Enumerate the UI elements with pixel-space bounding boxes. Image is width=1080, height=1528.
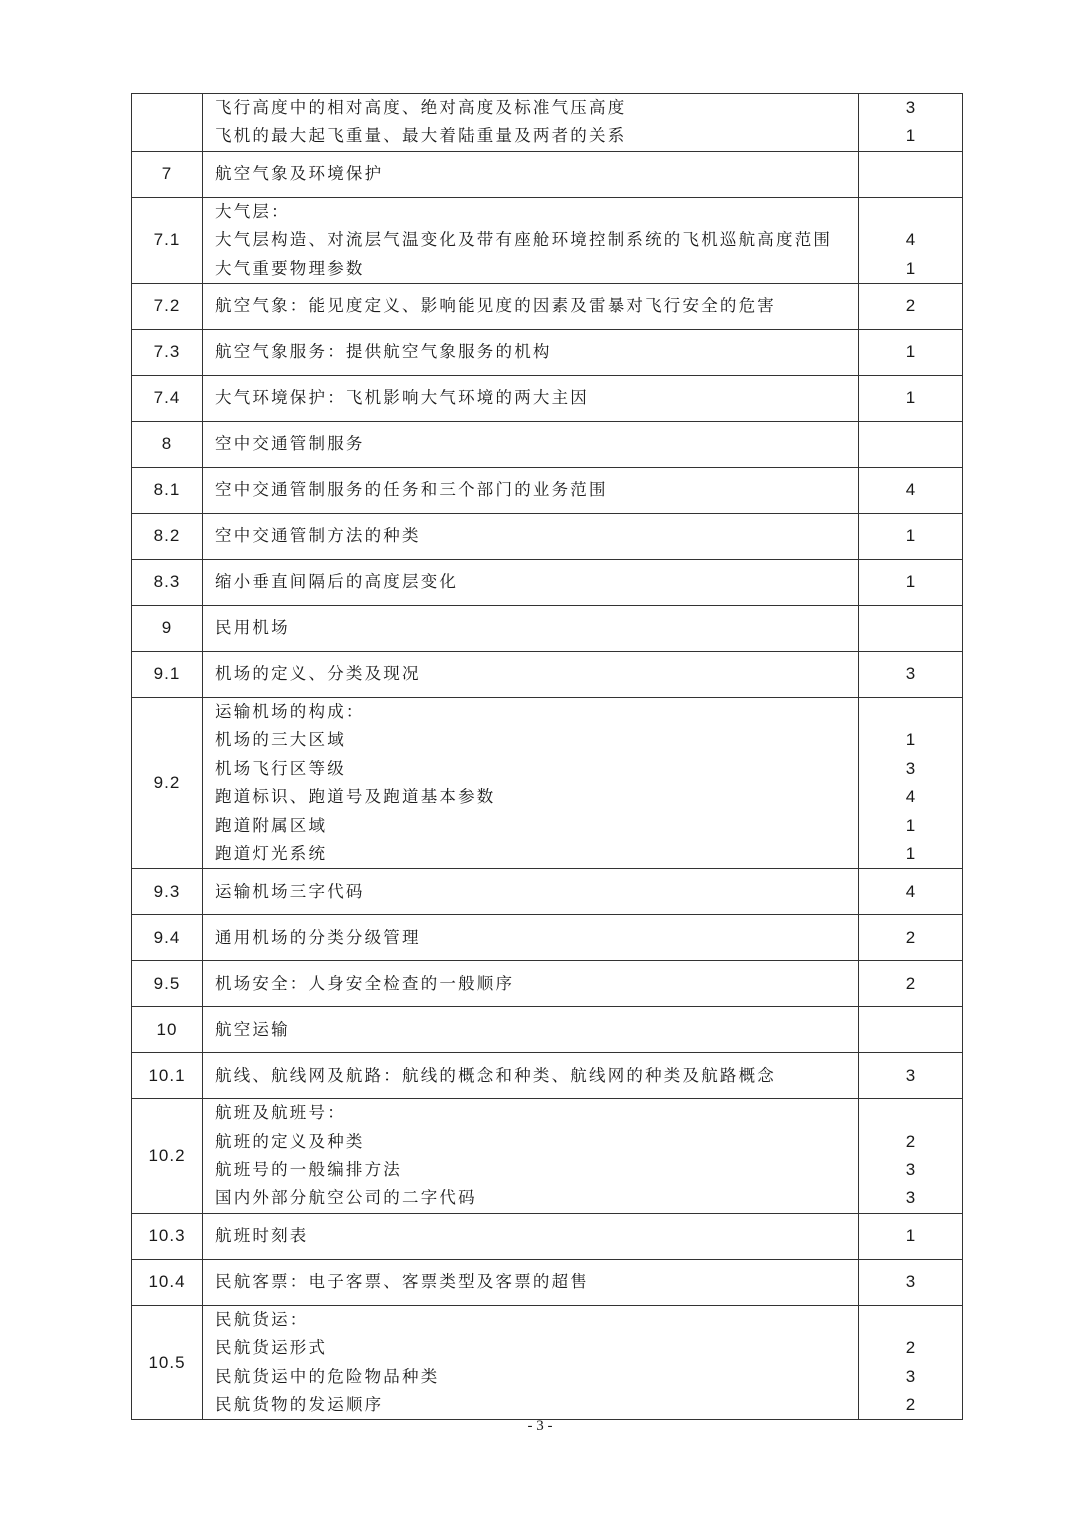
section-number: 10.4 xyxy=(132,1259,203,1305)
level-cell xyxy=(859,559,963,605)
topic-line: 机场的三大区域 xyxy=(215,730,346,750)
level-value xyxy=(859,430,962,458)
level-cell xyxy=(859,513,963,559)
topic-line: 航班时刻表 xyxy=(215,1226,309,1246)
section-number: 7.2 xyxy=(132,283,203,329)
section-number: 9.4 xyxy=(132,915,203,961)
topic-line: 民航货运形式 xyxy=(215,1338,328,1358)
level-value: 1 xyxy=(905,126,916,146)
section-number: 9.2 xyxy=(132,697,203,868)
level-value: 1 xyxy=(905,1226,916,1246)
level-value: 1 xyxy=(905,258,916,278)
topic-line: 运输机场的构成： xyxy=(215,701,365,721)
table-row xyxy=(132,697,963,868)
topic-line: 大气层： xyxy=(215,201,290,221)
topic-line: 民用机场 xyxy=(215,618,290,638)
table-row xyxy=(132,329,963,375)
level-value xyxy=(859,198,962,226)
topic-cell xyxy=(203,1007,859,1053)
topic-line: 民航货物的发运顺序 xyxy=(215,1395,384,1415)
topic-cell xyxy=(203,94,859,152)
table-row xyxy=(132,197,963,283)
topic-line: 航空气象及环境保护 xyxy=(215,164,384,184)
topic-line: 机场飞行区等级 xyxy=(215,758,346,778)
level-value: 2 xyxy=(905,927,916,947)
level-cell xyxy=(859,1259,963,1305)
level-cell xyxy=(859,94,963,152)
topic-line: 大气环境保护：飞机影响大气环境的两大主因 xyxy=(215,388,589,408)
topic-line: 航线、航线网及航路：航线的概念和种类、航线网的种类及航路概念 xyxy=(215,1065,776,1085)
topic-cell xyxy=(203,697,859,868)
level-value: 1 xyxy=(905,342,916,362)
level-value: 4 xyxy=(905,230,916,250)
table-row xyxy=(132,559,963,605)
level-value: 3 xyxy=(905,1160,916,1180)
topic-cell xyxy=(203,1099,859,1214)
level-value: 2 xyxy=(905,1338,916,1358)
table-row xyxy=(132,1099,963,1214)
level-cell xyxy=(859,1213,963,1259)
topic-cell xyxy=(203,375,859,421)
topic-cell xyxy=(203,869,859,915)
section-number: 9.5 xyxy=(132,961,203,1007)
topic-line: 运输机场三字代码 xyxy=(215,881,365,901)
topic-cell xyxy=(203,605,859,651)
topic-cell xyxy=(203,1305,859,1420)
level-value: 1 xyxy=(905,572,916,592)
level-value xyxy=(859,160,962,188)
topic-cell xyxy=(203,1259,859,1305)
topic-line: 飞行高度中的相对高度、绝对高度及标准气压高度 xyxy=(215,98,627,117)
topic-cell xyxy=(203,513,859,559)
level-value: 3 xyxy=(905,1366,916,1386)
level-cell xyxy=(859,151,963,197)
topic-line: 航班及航班号： xyxy=(215,1103,346,1123)
level-value: 2 xyxy=(905,973,916,993)
topic-cell xyxy=(203,467,859,513)
table-row xyxy=(132,94,963,152)
table-row xyxy=(132,915,963,961)
topic-cell xyxy=(203,1213,859,1259)
level-value: 3 xyxy=(905,1272,916,1292)
level-cell xyxy=(859,697,963,868)
table-body xyxy=(132,94,963,1420)
section-number: 7.1 xyxy=(132,197,203,283)
topic-line: 通用机场的分类分级管理 xyxy=(215,927,421,947)
table-row xyxy=(132,421,963,467)
level-cell xyxy=(859,1099,963,1214)
level-value: 2 xyxy=(905,1131,916,1151)
table-row xyxy=(132,961,963,1007)
topic-line: 航班号的一般编排方法 xyxy=(215,1160,402,1180)
level-cell xyxy=(859,1053,963,1099)
level-value xyxy=(859,698,962,726)
level-value: 4 xyxy=(905,787,916,807)
level-value: 2 xyxy=(905,296,916,316)
level-value: 4 xyxy=(905,480,916,500)
topic-cell xyxy=(203,197,859,283)
level-cell xyxy=(859,651,963,697)
table-row xyxy=(132,869,963,915)
level-cell xyxy=(859,329,963,375)
section-number: 8 xyxy=(132,421,203,467)
topic-line: 民航货运中的危险物品种类 xyxy=(215,1366,440,1386)
topic-line: 民航客票：电子客票、客票类型及客票的超售 xyxy=(215,1272,589,1292)
level-value: 1 xyxy=(905,388,916,408)
level-cell xyxy=(859,467,963,513)
topic-line: 大气重要物理参数 xyxy=(215,258,365,278)
level-value xyxy=(859,614,962,642)
level-value: 1 xyxy=(905,730,916,750)
topic-line: 跑道附属区域 xyxy=(215,815,328,835)
level-cell xyxy=(859,961,963,1007)
section-number: 7.4 xyxy=(132,375,203,421)
level-value: 4 xyxy=(905,881,916,901)
table-row xyxy=(132,283,963,329)
table-row xyxy=(132,651,963,697)
topic-line: 机场的定义、分类及现况 xyxy=(215,664,421,684)
level-value: 2 xyxy=(905,1395,916,1415)
topic-line: 缩小垂直间隔后的高度层变化 xyxy=(215,572,459,592)
topic-line: 航空气象：能见度定义、影响能见度的因素及雷暴对飞行安全的危害 xyxy=(215,296,776,316)
level-cell xyxy=(859,915,963,961)
section-number: 8.2 xyxy=(132,513,203,559)
topic-cell xyxy=(203,559,859,605)
level-value xyxy=(859,1306,962,1334)
level-cell xyxy=(859,605,963,651)
level-value: 1 xyxy=(905,815,916,835)
section-number xyxy=(132,94,203,152)
level-value: 3 xyxy=(905,98,916,117)
topic-line: 民航货运： xyxy=(215,1309,309,1329)
level-value: 3 xyxy=(905,1065,916,1085)
level-cell xyxy=(859,869,963,915)
page-number: - 3 - xyxy=(527,1418,553,1434)
table-row xyxy=(132,1213,963,1259)
level-value xyxy=(859,1016,962,1044)
topic-line: 航空气象服务：提供航空气象服务的机构 xyxy=(215,342,552,362)
topic-cell xyxy=(203,1053,859,1099)
table-row xyxy=(132,375,963,421)
level-cell xyxy=(859,197,963,283)
topic-line: 跑道标识、跑道号及跑道基本参数 xyxy=(215,787,496,807)
level-value: 1 xyxy=(905,843,916,863)
section-number: 10.1 xyxy=(132,1053,203,1099)
section-number: 7 xyxy=(132,151,203,197)
level-cell xyxy=(859,283,963,329)
topic-line: 航空运输 xyxy=(215,1019,290,1039)
section-number: 8.1 xyxy=(132,467,203,513)
table-row xyxy=(132,605,963,651)
topic-line: 大气层构造、对流层气温变化及带有座舱环境控制系统的飞机巡航高度范围 xyxy=(215,230,833,250)
level-value xyxy=(859,1099,962,1127)
level-value: 3 xyxy=(905,1188,916,1208)
topic-cell xyxy=(203,283,859,329)
topic-line: 国内外部分航空公司的二字代码 xyxy=(215,1188,477,1208)
topic-line: 飞机的最大起飞重量、最大着陆重量及两者的关系 xyxy=(215,126,627,146)
topic-line: 跑道灯光系统 xyxy=(215,843,328,863)
topic-line: 机场安全：人身安全检查的一般顺序 xyxy=(215,973,515,993)
table-row xyxy=(132,1053,963,1099)
section-number: 9.1 xyxy=(132,651,203,697)
topic-cell xyxy=(203,961,859,1007)
level-value: 3 xyxy=(905,758,916,778)
section-number: 9 xyxy=(132,605,203,651)
content-table xyxy=(131,93,963,1420)
section-number: 10 xyxy=(132,1007,203,1053)
topic-line: 空中交通管制服务的任务和三个部门的业务范围 xyxy=(215,480,608,500)
topic-cell xyxy=(203,151,859,197)
topic-cell xyxy=(203,329,859,375)
section-number: 9.3 xyxy=(132,869,203,915)
level-cell xyxy=(859,1305,963,1420)
topic-line: 空中交通管制方法的种类 xyxy=(215,526,421,546)
topic-cell xyxy=(203,651,859,697)
section-number: 10.2 xyxy=(132,1099,203,1214)
level-value: 1 xyxy=(905,526,916,546)
level-cell xyxy=(859,421,963,467)
level-cell xyxy=(859,375,963,421)
table-row xyxy=(132,467,963,513)
table-row xyxy=(132,151,963,197)
section-number: 8.3 xyxy=(132,559,203,605)
section-number: 10.5 xyxy=(132,1305,203,1420)
table-row xyxy=(132,513,963,559)
level-value: 3 xyxy=(905,664,916,684)
topic-cell xyxy=(203,915,859,961)
table-row xyxy=(132,1305,963,1420)
section-number: 7.3 xyxy=(132,329,203,375)
topic-cell xyxy=(203,421,859,467)
section-number: 10.3 xyxy=(132,1213,203,1259)
level-cell xyxy=(859,1007,963,1053)
topic-line: 航班的定义及种类 xyxy=(215,1131,365,1151)
topic-line: 空中交通管制服务 xyxy=(215,434,365,454)
table-row xyxy=(132,1259,963,1305)
table-row xyxy=(132,1007,963,1053)
